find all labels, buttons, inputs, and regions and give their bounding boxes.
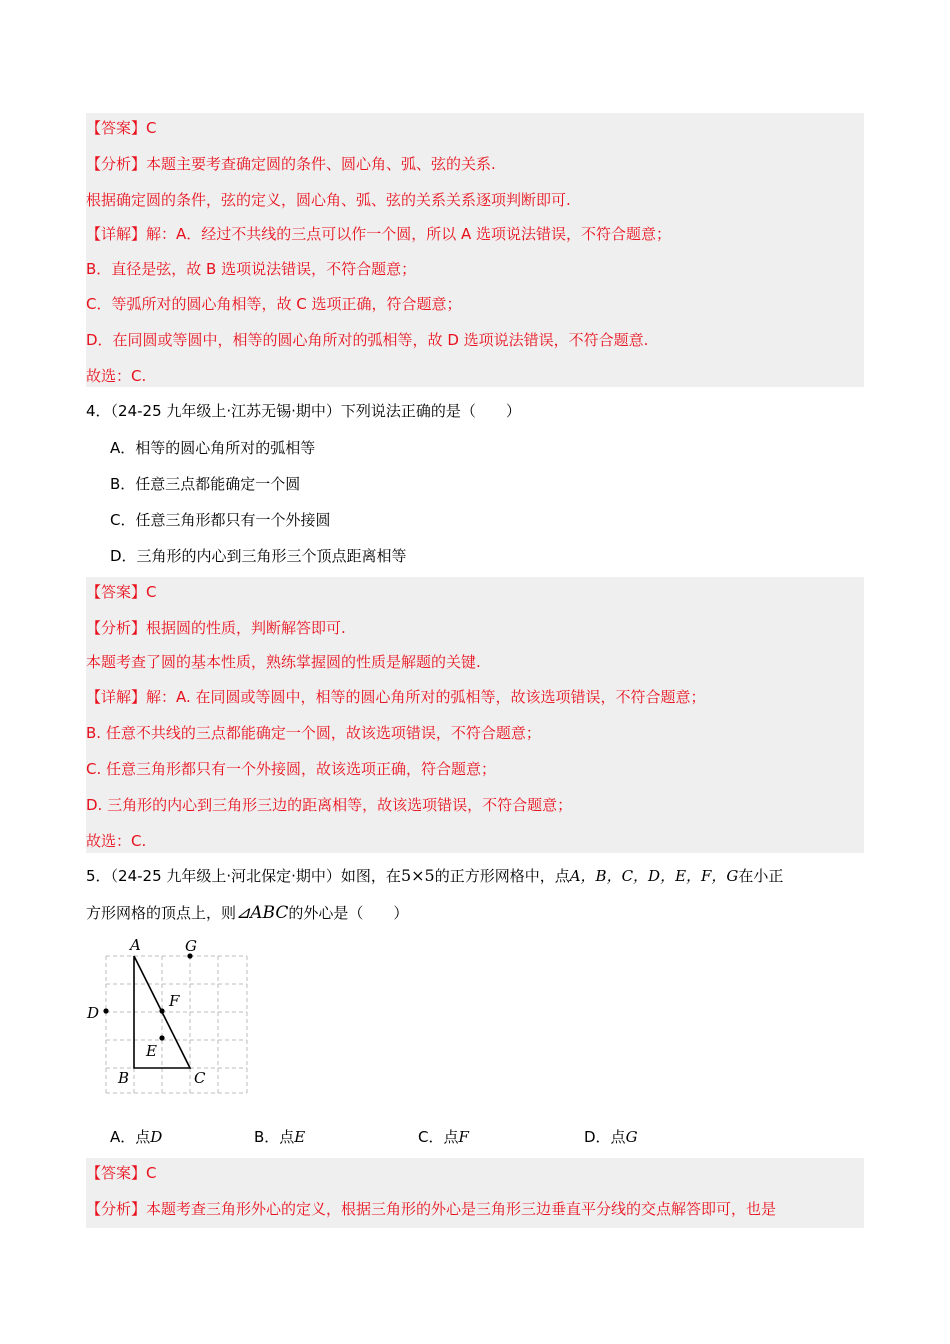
detail-q3-line3: C．等弧所对的圆心角相等，故 C 选项正确，符合题意； <box>86 295 462 313</box>
q5-opt-d-label: D．点 <box>584 1128 626 1146</box>
grid-figure <box>84 934 264 1100</box>
analysis-q5-line1: 【分析】本题考查三角形外心的定义，根据三角形的外心是三角形三边垂直平分线的交点解答即可，也是 <box>86 1200 777 1218</box>
q5-opt-a-label: A．点 <box>110 1128 151 1146</box>
label-d: D <box>87 1004 100 1022</box>
q5-opt-c-point: F <box>458 1128 469 1146</box>
answer-q4: 【答案】C <box>86 583 157 601</box>
q5-line2-prefix: 方形网格的顶点上，则 <box>86 904 237 922</box>
analysis-q4-line1: 【分析】根据圆的性质，判断解答即可. <box>86 619 346 637</box>
question-5-stem-line1 <box>86 866 783 886</box>
label-g: G <box>185 937 197 955</box>
answer-q3: 【答案】C <box>86 119 157 137</box>
detail-q4-line4: D. 三角形的内心到三角形三边的距离相等，故该选项错误，不符合题意； <box>86 796 573 814</box>
detail-q3-line4: D．在同圆或等圆中，相等的圆心角所对的弧相等，故 D 选项说法错误，不符合题意. <box>86 331 649 349</box>
answer-q5: 【答案】C <box>86 1164 157 1182</box>
question-5-option-b <box>254 1127 305 1147</box>
analysis-q3-line1: 【分析】本题主要考查确定圆的条件、圆心角、弧、弦的关系. <box>86 155 496 173</box>
q5-stem-suffix: 在小正 <box>738 867 784 885</box>
analysis-q4-line2: 本题考查了圆的基本性质，熟练掌握圆的性质是解题的关键. <box>86 653 481 671</box>
label-a: A <box>130 936 141 954</box>
q5-opt-a-point: D <box>150 1128 163 1146</box>
q5-line2-suffix: 的外心是（ ） <box>288 904 409 922</box>
question-4-option-d: D．三角形的内心到三角形三个顶点距离相等 <box>110 547 407 565</box>
question-4-stem: 4．（24-25 九年级上·江苏无锡·期中）下列说法正确的是（ ） <box>86 402 521 420</box>
label-b: B <box>118 1069 130 1087</box>
choice-q4: 故选：C. <box>86 832 147 850</box>
question-5-option-d <box>584 1127 638 1147</box>
label-f: F <box>169 992 180 1010</box>
question-5-option-a <box>110 1127 162 1147</box>
analysis-q3-line2: 根据确定圆的条件，弦的定义，圆心角、弧、弦的关系关系逐项判断即可. <box>86 191 571 209</box>
detail-q3-line1: 【详解】解：A．经过不共线的三点可以作一个圆，所以 A 选项说法错误，不符合题意； <box>86 225 672 243</box>
question-4-option-a: A．相等的圆心角所对的弧相等 <box>110 439 316 457</box>
q5-stem-prefix: 5．（24-25 九年级上·河北保定·期中）如图，在 <box>86 867 401 885</box>
label-e: E <box>146 1042 157 1060</box>
detail-q3-line2: B．直径是弦，故 B 选项说法错误，不符合题意； <box>86 260 417 278</box>
point-d <box>103 1008 108 1013</box>
q5-points-list: A，B，C，D，E，F，G <box>569 867 739 885</box>
question-4-option-b: B．任意三点都能确定一个圆 <box>110 475 301 493</box>
q5-opt-b-label: B．点 <box>254 1128 295 1146</box>
detail-q4-line3: C. 任意三角形都只有一个外接圆，故该选项正确，符合题意； <box>86 760 497 778</box>
point-f <box>159 1008 164 1013</box>
q5-triangle: ⊿ABC <box>236 903 289 923</box>
q5-stem-mid: 的正方形网格中，点 <box>434 867 570 885</box>
detail-q4-line1: 【详解】解：A. 在同圆或等圆中，相等的圆心角所对的弧相等，故该选项错误，不符合题意； <box>86 688 706 706</box>
point-e <box>159 1035 164 1040</box>
q5-opt-b-point: E <box>294 1128 306 1146</box>
choice-q3: 故选：C. <box>86 367 147 385</box>
detail-q4-line2: B. 任意不共线的三点都能确定一个圆，故该选项错误，不符合题意； <box>86 724 541 742</box>
label-c: C <box>194 1069 206 1087</box>
question-5-stem-line2 <box>86 903 408 923</box>
q5-opt-d-point: G <box>625 1128 638 1146</box>
question-4-option-c: C．任意三角形都只有一个外接圆 <box>110 511 331 529</box>
question-5-option-c <box>418 1127 469 1147</box>
q5-opt-c-label: C．点 <box>418 1128 459 1146</box>
q5-grid-size: 5×5 <box>400 866 435 885</box>
